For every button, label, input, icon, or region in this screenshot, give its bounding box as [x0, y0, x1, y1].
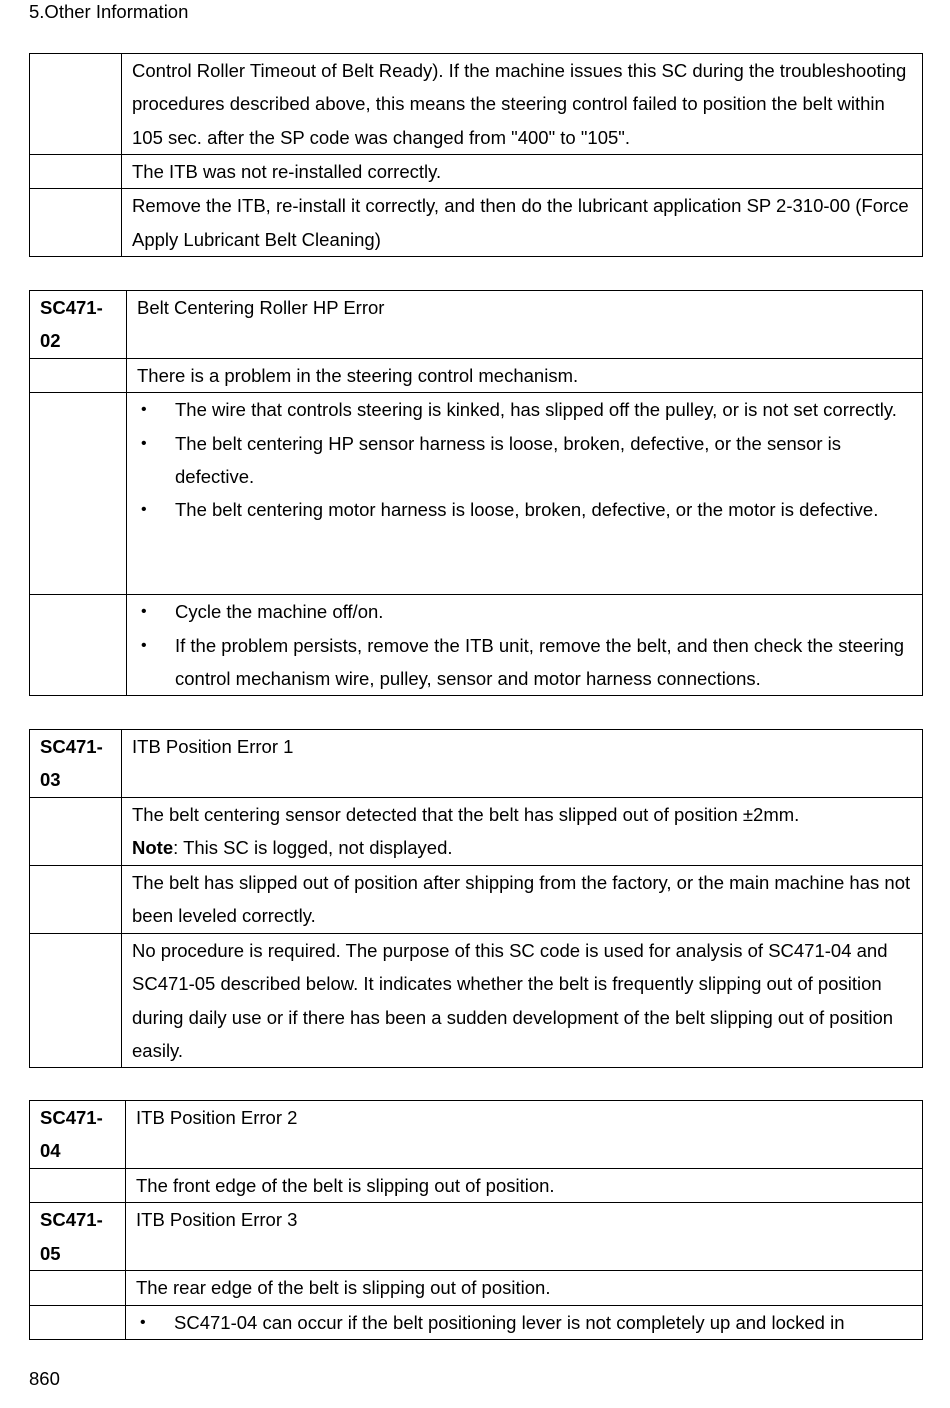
table-row [30, 866, 923, 934]
page-header: 5.Other Information [29, 1, 189, 22]
code-cell [30, 1305, 126, 1339]
sc-title: ITB Position Error 1 [122, 730, 923, 798]
note-text: : This SC is logged, not displayed. [173, 837, 453, 859]
description-cell: Control Roller Timeout of Belt Ready). If the machine issues this SC during the troubleshooting procedures described above, this means the steering control failed to position the belt within 105 sec. after the SP code was changed from "400" to "105". [122, 54, 923, 155]
list-item: • The belt centering HP sensor harness is loose, broken, defective, or the sensor is defective. [137, 427, 916, 494]
solution-cell [126, 1305, 923, 1339]
cause-list [137, 393, 916, 526]
solution-cell [127, 595, 923, 696]
sc-title: ITB Position Error 2 [126, 1101, 923, 1169]
sc-code: SC471-05 [30, 1203, 126, 1271]
code-cell [30, 359, 127, 393]
cause-cell: The ITB was not re-installed correctly. [122, 155, 923, 189]
table-row [30, 595, 923, 696]
list-item: • The wire that controls steering is kinked, has slipped off the pulley, or is not set correctly. [137, 393, 916, 426]
cause-cell: The belt has slipped out of position after shipping from the factory, or the main machine has not been leveled correctly. [122, 866, 923, 934]
sc-definition: There is a problem in the steering control mechanism. [127, 359, 923, 393]
sc471-03-table [29, 729, 923, 1068]
sc-code: SC471-03 [30, 730, 122, 798]
sc-table-continued [29, 53, 923, 257]
code-cell [30, 934, 122, 1068]
note-label: Note [132, 837, 174, 859]
solution-list [137, 595, 916, 695]
note-line [132, 831, 916, 864]
code-cell [30, 155, 122, 189]
solution-cell: No procedure is required. The purpose of this SC code is used for analysis of SC471-04 and SC471-05 described below. It indicates whether the belt is frequently slipping out of position during daily use or if there has been a sudden development of the belt slipping out of position easily. [122, 934, 923, 1068]
code-cell [30, 1169, 126, 1203]
code-cell [30, 798, 122, 866]
sc471-04-05-table [29, 1100, 923, 1340]
sc-definition: The front edge of the belt is slipping out of position. [126, 1169, 923, 1203]
code-cell [30, 54, 122, 155]
table-row [30, 798, 923, 866]
sc-code: SC471-02 [30, 291, 127, 359]
solution-list [136, 1306, 916, 1339]
sc-code: SC471-04 [30, 1101, 126, 1169]
cause-cell [127, 393, 923, 595]
table-row [30, 1101, 923, 1169]
sc471-02-table [29, 290, 923, 696]
table-row [30, 730, 923, 798]
table-row [30, 54, 923, 155]
table-row [30, 393, 923, 595]
list-item: • SC471-04 can occur if the belt positioning lever is not completely up and locked in [136, 1306, 916, 1339]
code-cell [30, 189, 122, 257]
table-row [30, 155, 923, 189]
table-row [30, 291, 923, 359]
table-row [30, 934, 923, 1068]
definition-text: The belt centering sensor detected that the belt has slipped out of position ±2mm. [132, 804, 800, 825]
table-row [30, 1305, 923, 1339]
table-row [30, 189, 923, 257]
code-cell [30, 866, 122, 934]
sc-definition [122, 798, 923, 866]
code-cell [30, 1271, 126, 1305]
table-row [30, 1271, 923, 1305]
solution-cell: Remove the ITB, re-install it correctly, and then do the lubricant application SP 2-310-00 (Force Apply Lubricant Belt Cleaning) [122, 189, 923, 257]
page-number: 860 [29, 1368, 60, 1389]
list-item: • Cycle the machine off/on. [137, 595, 916, 628]
sc-title: Belt Centering Roller HP Error [127, 291, 923, 359]
code-cell [30, 393, 127, 595]
table-row [30, 1169, 923, 1203]
sc-definition: The rear edge of the belt is slipping out of position. [126, 1271, 923, 1305]
list-item: • If the problem persists, remove the ITB unit, remove the belt, and then check the steering control mechanism wire, pulley, sensor and motor harness connections. [137, 629, 916, 696]
code-cell [30, 595, 127, 696]
sc-title: ITB Position Error 3 [126, 1203, 923, 1271]
table-row [30, 359, 923, 393]
list-item: • The belt centering motor harness is loose, broken, defective, or the motor is defective. [137, 493, 916, 526]
table-row [30, 1203, 923, 1271]
